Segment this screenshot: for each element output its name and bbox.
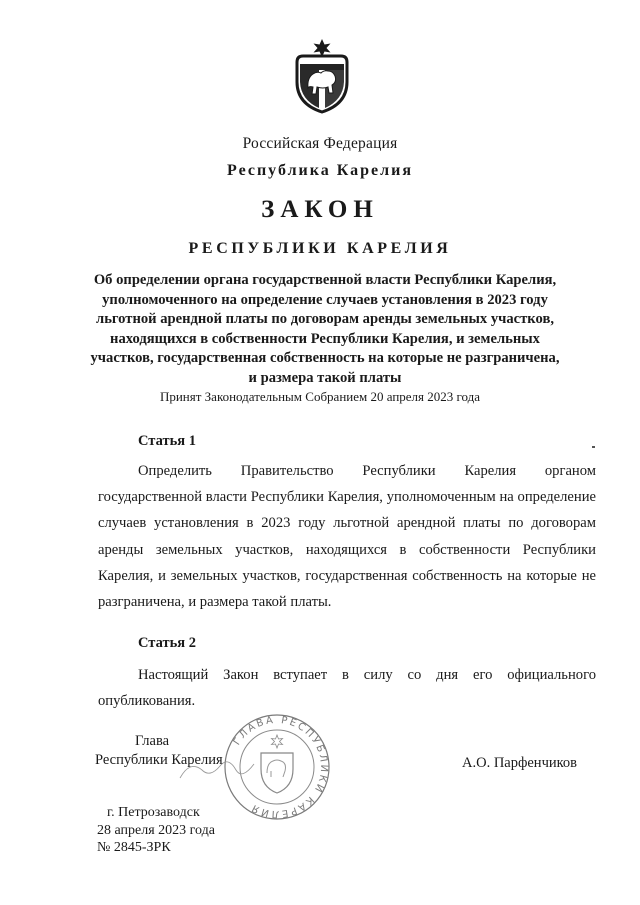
footer-number: № 2845-ЗРК xyxy=(97,840,171,855)
article-1-text xyxy=(98,458,596,615)
country-name: Российская Федерация xyxy=(242,135,398,152)
signatory-position-line2: Республики Карелия xyxy=(95,752,223,768)
signatory-position-line1: Глава xyxy=(135,733,170,749)
signatory-name: А.О. Парфенчиков xyxy=(462,755,578,771)
article-2-text xyxy=(98,662,596,714)
article-2-heading: Статья 2 xyxy=(138,635,196,651)
document-type: ЗАКОН xyxy=(261,196,379,223)
footer-date: 28 апреля 2023 года xyxy=(97,822,215,838)
article-2-paragraph: Настоящий Закон вступает в силу со дня его официального опубликования. xyxy=(98,667,596,710)
coat-of-arms-emblem xyxy=(291,38,353,114)
document-footer xyxy=(97,804,215,857)
document-issuer: РЕСПУБЛИКИ КАРЕЛИЯ xyxy=(188,240,452,257)
article-1-heading: Статья 1 xyxy=(138,433,196,449)
signatory-position xyxy=(95,732,223,770)
law-title: Об определении органа государственной власти Республики Карелия, уполномоченного на определение случаев установления в 2023 году льготной арендной платы по договорам аренды земельных участков, находящихся в собственности Республики Карелия, и земельных участков, государственная собственность на которые не разграничена, и размера такой платы xyxy=(90,272,560,386)
svg-text:ГЛАВА РЕСПУБЛИКИ КАРЕЛИЯ: ГЛАВА РЕСПУБЛИКИ КАРЕЛИЯ xyxy=(231,714,330,820)
republic-name: Республика Карелия xyxy=(227,162,413,179)
adoption-note: Принят Законодательным Собранием 20 апреля 2023 года xyxy=(159,389,481,404)
footer-city: г. Петрозаводск xyxy=(107,805,200,820)
article-1-paragraph: Определить Правительство Республики Карелия органом государственной власти Республики Карелия, уполномоченным на определение случаев установления в 2023 году льготной арендной платы по договорам аренды земельных участков, находящихся в собственности Республики Карелия, и земельных участков, государственная собственность на которые не разграничена, и размера такой платы. xyxy=(98,463,596,611)
scan-speck xyxy=(592,446,595,448)
